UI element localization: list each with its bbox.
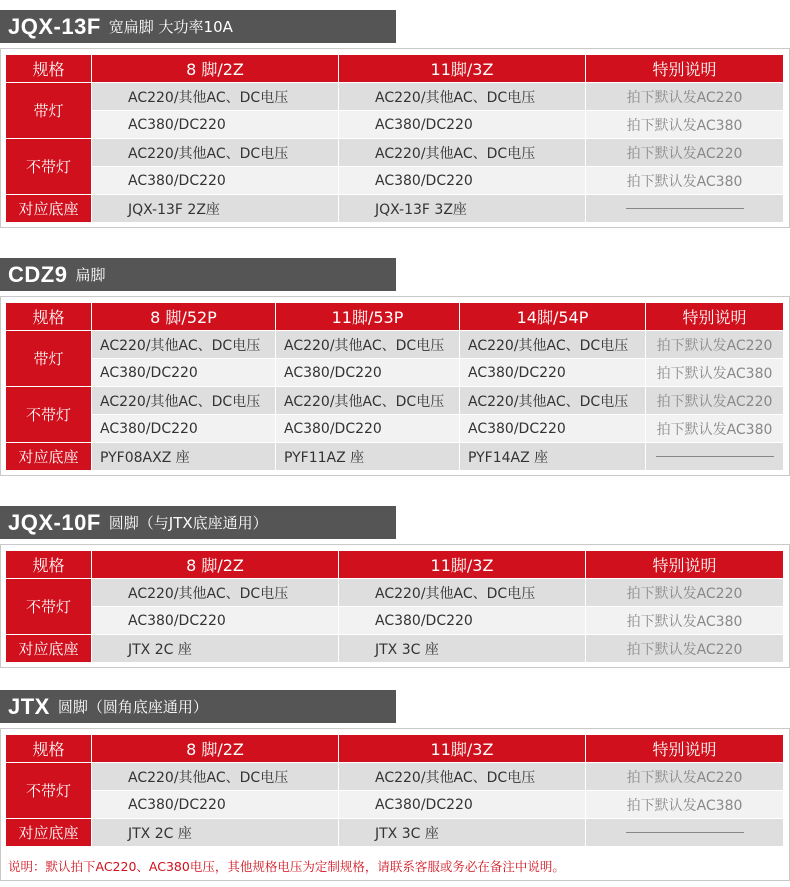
cell: AC220/其他AC、DC电压 [460, 331, 646, 359]
cell: AC380/DC220 [460, 415, 646, 443]
table-row [6, 139, 784, 167]
cell: PYF08AXZ 座 [92, 443, 276, 471]
base-row [6, 443, 784, 471]
dash-line [626, 832, 744, 833]
row-label: 对应底座 [6, 819, 92, 847]
note-cell: 拍下默认发AC220 [646, 387, 784, 415]
spec-table-jqx13f [5, 54, 784, 223]
cell: AC220/其他AC、DC电压 [92, 763, 339, 791]
base-row [6, 635, 784, 663]
row-label: 带灯 [6, 83, 92, 139]
table-row [6, 791, 784, 819]
header-spec: 规格 [6, 551, 92, 579]
header-col-2: 11脚/3Z [339, 735, 586, 763]
cell: AC380/DC220 [92, 607, 339, 635]
header-note: 特别说明 [586, 55, 784, 83]
table-row [6, 763, 784, 791]
note-cell: 拍下默认发AC380 [586, 607, 784, 635]
cell: AC220/其他AC、DC电压 [339, 139, 586, 167]
model-desc: 扁脚 [75, 266, 106, 284]
cell: AC380/DC220 [339, 167, 586, 195]
table-row [6, 607, 784, 635]
note-cell: 拍下默认发AC380 [586, 167, 784, 195]
header-note: 特别说明 [586, 551, 784, 579]
header-row [6, 303, 784, 331]
cell: AC220/其他AC、DC电压 [92, 387, 276, 415]
note-cell: 拍下默认发AC220 [586, 763, 784, 791]
cell: JTX 2C 座 [92, 635, 339, 663]
model-name: JQX-13F [8, 13, 101, 39]
cell: JQX-13F 3Z座 [339, 195, 586, 223]
cell: AC220/其他AC、DC电压 [92, 579, 339, 607]
row-label: 不带灯 [6, 387, 92, 443]
table-row [6, 331, 784, 359]
model-name: JQX-10F [8, 509, 101, 535]
header-row [6, 735, 784, 763]
dash-line [626, 208, 744, 209]
header-note: 特别说明 [646, 303, 784, 331]
cell: AC380/DC220 [92, 415, 276, 443]
cell: JTX 2C 座 [92, 819, 339, 847]
cell: AC220/其他AC、DC电压 [339, 763, 586, 791]
section-title-jtx [0, 690, 396, 723]
cell: AC380/DC220 [460, 359, 646, 387]
header-col-1: 8 脚/2Z [92, 735, 339, 763]
table-row [6, 83, 784, 111]
section-title-cdz9 [0, 258, 396, 291]
cell: AC380/DC220 [92, 167, 339, 195]
note-cell: 拍下默认发AC380 [646, 359, 784, 387]
note-cell: 拍下默认发AC220 [646, 331, 784, 359]
cell: AC380/DC220 [276, 415, 460, 443]
cell: AC220/其他AC、DC电压 [339, 579, 586, 607]
header-row [6, 551, 784, 579]
cell: AC220/其他AC、DC电压 [276, 387, 460, 415]
cell: AC380/DC220 [92, 111, 339, 139]
note-cell: 拍下默认发AC220 [586, 579, 784, 607]
header-spec: 规格 [6, 55, 92, 83]
cell: PYF14AZ 座 [460, 443, 646, 471]
table-row [6, 359, 784, 387]
note-cell: 拍下默认发AC220 [586, 635, 784, 663]
model-desc: 圆脚（与JTX底座通用） [108, 514, 268, 532]
header-col-1: 8 脚/2Z [92, 55, 339, 83]
note-cell: 拍下默认发AC380 [586, 111, 784, 139]
header-col-1: 8 脚/2Z [92, 551, 339, 579]
cell: AC380/DC220 [276, 359, 460, 387]
note-cell: 拍下默认发AC220 [586, 83, 784, 111]
cell: PYF11AZ 座 [276, 443, 460, 471]
cell: AC220/其他AC、DC电压 [460, 387, 646, 415]
model-name: JTX [8, 693, 50, 719]
cell: AC380/DC220 [339, 791, 586, 819]
row-label: 不带灯 [6, 139, 92, 195]
base-row [6, 195, 784, 223]
header-col-2: 11脚/3Z [339, 55, 586, 83]
cell: JTX 3C 座 [339, 819, 586, 847]
header-col-2: 11脚/3Z [339, 551, 586, 579]
table-row [6, 579, 784, 607]
header-col-3: 14脚/54P [460, 303, 646, 331]
table-row [6, 415, 784, 443]
header-col-1: 8 脚/52P [92, 303, 276, 331]
note-dash [646, 443, 784, 471]
cell: AC380/DC220 [339, 111, 586, 139]
footnote: 说明：默认拍下AC220、AC380电压，其他规格电压为定制规格，请联系客服或务必在备注中说明。 [8, 859, 565, 874]
note-cell: 拍下默认发AC380 [586, 791, 784, 819]
header-spec: 规格 [6, 303, 92, 331]
row-label: 不带灯 [6, 763, 92, 819]
spec-table-jtx [5, 734, 784, 847]
row-label: 带灯 [6, 331, 92, 387]
row-label: 对应底座 [6, 443, 92, 471]
model-desc: 圆脚（圆角底座通用） [57, 698, 208, 716]
header-note: 特别说明 [586, 735, 784, 763]
cell: AC380/DC220 [92, 359, 276, 387]
row-label: 不带灯 [6, 579, 92, 635]
cell: AC220/其他AC、DC电压 [276, 331, 460, 359]
table-row [6, 111, 784, 139]
note-cell: 拍下默认发AC220 [586, 139, 784, 167]
section-title-jqx13f [0, 10, 396, 43]
cell: AC380/DC220 [92, 791, 339, 819]
spec-table-jqx10f [5, 550, 784, 663]
cell: JQX-13F 2Z座 [92, 195, 339, 223]
cell: AC220/其他AC、DC电压 [339, 83, 586, 111]
model-desc: 宽扁脚 大功率10A [108, 18, 233, 36]
base-row [6, 819, 784, 847]
cell: AC220/其他AC、DC电压 [92, 83, 339, 111]
header-col-2: 11脚/53P [276, 303, 460, 331]
note-dash [586, 195, 784, 223]
cell: JTX 3C 座 [339, 635, 586, 663]
model-name: CDZ9 [8, 261, 68, 287]
cell: AC220/其他AC、DC电压 [92, 331, 276, 359]
spec-table-cdz9 [5, 302, 784, 471]
table-row [6, 167, 784, 195]
section-title-jqx10f [0, 506, 396, 539]
header-spec: 规格 [6, 735, 92, 763]
note-dash [586, 819, 784, 847]
row-label: 对应底座 [6, 635, 92, 663]
note-cell: 拍下默认发AC380 [646, 415, 784, 443]
row-label: 对应底座 [6, 195, 92, 223]
cell: AC220/其他AC、DC电压 [92, 139, 339, 167]
cell: AC380/DC220 [339, 607, 586, 635]
dash-line [656, 456, 774, 457]
header-row [6, 55, 784, 83]
table-row [6, 387, 784, 415]
